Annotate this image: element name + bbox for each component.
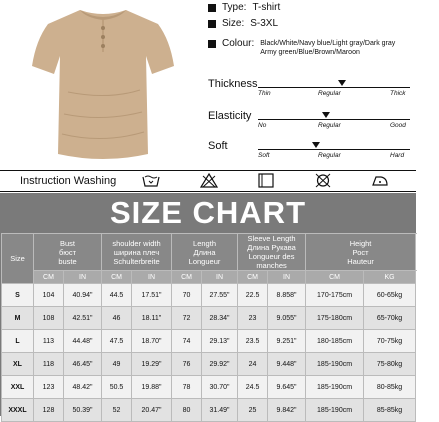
table-cell: 104 [34, 284, 64, 307]
table-cell: 25 [238, 399, 268, 422]
washing-instructions-bar [0, 170, 416, 192]
column-header-line: Length [193, 238, 216, 248]
table-cell: 31.49" [202, 399, 238, 422]
size-chart [0, 193, 439, 416]
table-cell: 18.70" [132, 330, 172, 353]
table-cell: 40.94" [64, 284, 102, 307]
scale-tick-label: Regular [318, 152, 341, 159]
table-cell: 72 [172, 307, 202, 330]
column-header-line: Рост [352, 247, 369, 257]
column-header-line: Sleeve Length [247, 234, 296, 243]
table-cell: 75-80kg [364, 353, 416, 376]
table-row [2, 284, 416, 307]
table-cell: 170-175cm [306, 284, 364, 307]
column-header [34, 234, 102, 271]
scale-label: Thickness [208, 78, 258, 90]
bullet-icon [208, 4, 216, 12]
no-bleach-icon [200, 173, 218, 188]
table-cell: 74 [172, 330, 202, 353]
scale-tick-label: Good [390, 122, 406, 129]
column-header-line: Schulterbreite [113, 256, 160, 266]
size-chart-title: SIZE CHART [110, 195, 306, 230]
size-cell: XXXL [2, 399, 34, 422]
unit-header: IN [132, 271, 172, 284]
unit-header: CM [102, 271, 132, 284]
table-cell: 44.5 [102, 284, 132, 307]
table-cell: 52 [102, 399, 132, 422]
table-cell: 113 [34, 330, 64, 353]
size-column-header: Size [2, 234, 34, 284]
column-header-line: Longueur des manches [248, 252, 295, 270]
table-cell: 23 [238, 307, 268, 330]
table-cell: 18.11" [132, 307, 172, 330]
column-header [238, 234, 306, 271]
column-header-line: Длина Рукава [247, 243, 296, 252]
unit-header: CM [172, 271, 202, 284]
bullet-icon [208, 40, 216, 48]
column-header-line: Длина [193, 247, 216, 257]
tumble-dry-icon [257, 173, 275, 188]
table-cell: 22.5 [238, 284, 268, 307]
table-cell: 9.055" [268, 307, 306, 330]
column-header-line: Bust [60, 238, 76, 248]
hand-wash-icon [142, 173, 160, 188]
scale-tick-label: Regular [318, 122, 341, 129]
table-cell: 70 [172, 284, 202, 307]
table-cell: 17.51" [132, 284, 172, 307]
scale-label: Soft [208, 140, 228, 152]
scale-tick-label: Hard [390, 152, 405, 159]
table-cell: 85-85kg [364, 399, 416, 422]
size-cell: S [2, 284, 34, 307]
table-cell: 46 [102, 307, 132, 330]
table-cell: 47.5 [102, 330, 132, 353]
size-cell: M [2, 307, 34, 330]
table-cell: 29.92" [202, 353, 238, 376]
column-header-line: Height [349, 238, 372, 248]
scale-line [258, 119, 410, 120]
table-cell: 108 [34, 307, 64, 330]
column-header-line: Longueur [188, 256, 221, 266]
unit-header: CM [34, 271, 64, 284]
table-cell: 27.55" [202, 284, 238, 307]
table-cell: 50.5 [102, 376, 132, 399]
iron-low-icon [371, 173, 389, 188]
column-header-line: бюст [58, 247, 77, 257]
unit-header: IN [202, 271, 238, 284]
unit-header: KG [364, 271, 416, 284]
table-cell: 9.842" [268, 399, 306, 422]
size-cell: L [2, 330, 34, 353]
table-row [2, 307, 416, 330]
scale-line [258, 149, 410, 150]
table-row [2, 353, 416, 376]
scale-tick-label: Thin [258, 90, 271, 97]
scale-marker-icon [312, 142, 320, 148]
table-cell: 9.645" [268, 376, 306, 399]
table-cell: 80 [172, 399, 202, 422]
scale-line [258, 87, 410, 88]
table-cell: 123 [34, 376, 64, 399]
table-cell: 9.251" [268, 330, 306, 353]
column-header-line: shoulder width [112, 238, 161, 248]
table-cell: 19.29" [132, 353, 172, 376]
unit-header: CM [306, 271, 364, 284]
table-cell: 70-75kg [364, 330, 416, 353]
scale-tick-label: Regular [318, 90, 341, 97]
column-header [172, 234, 238, 271]
table-cell: 44.48" [64, 330, 102, 353]
table-cell: 128 [34, 399, 64, 422]
column-header-line: ширина плеч [113, 247, 160, 257]
table-cell: 30.70" [202, 376, 238, 399]
unit-header: IN [268, 271, 306, 284]
table-cell: 78 [172, 376, 202, 399]
table-cell: 80-85kg [364, 376, 416, 399]
table-cell: 65-70kg [364, 307, 416, 330]
table-cell: 180-185cm [306, 330, 364, 353]
henley-tshirt-image [28, 4, 178, 166]
table-cell: 9.448" [268, 353, 306, 376]
table-cell: 24 [238, 353, 268, 376]
table-row [2, 376, 416, 399]
washing-label: Instruction Washing [20, 175, 117, 187]
column-header-line: Hauteur [347, 256, 374, 266]
table-cell: 185-190cm [306, 353, 364, 376]
table-cell: 118 [34, 353, 64, 376]
table-row [2, 330, 416, 353]
table-cell: 49 [102, 353, 132, 376]
spec-colour: Colour: Black/White/Navy blue/Light gray/Dark gray Army green/Blue/Brown/Maroon [208, 38, 395, 57]
unit-header: CM [238, 271, 268, 284]
scale-tick-label: Thick [390, 90, 406, 97]
scale-label: Elasticity [208, 110, 252, 122]
spec-type: Type: T-shirt [208, 2, 280, 13]
no-dry-clean-icon [314, 173, 332, 188]
scale-tick-label: No [258, 122, 267, 129]
size-cell: XL [2, 353, 34, 376]
spec-size: Size: S-3XL [208, 18, 278, 29]
colour-list-line1: Black/White/Navy blue/Light gray/Dark gray [260, 40, 396, 47]
unit-header: IN [64, 271, 102, 284]
table-cell: 76 [172, 353, 202, 376]
table-cell: 42.51" [64, 307, 102, 330]
table-cell: 20.47" [132, 399, 172, 422]
table-cell: 60-65kg [364, 284, 416, 307]
column-header [102, 234, 172, 271]
table-cell: 185-190cm [306, 376, 364, 399]
table-row [2, 399, 416, 422]
column-header [306, 234, 416, 271]
scale-marker-icon [322, 112, 330, 118]
colour-list-line2: Army green/Blue/Brown/Maroon [260, 49, 360, 56]
product-info-panel [0, 0, 416, 190]
table-cell: 19.88" [132, 376, 172, 399]
size-cell: XXL [2, 376, 34, 399]
table-cell: 185-190cm [306, 399, 364, 422]
table-cell: 46.45" [64, 353, 102, 376]
bullet-icon [208, 20, 216, 28]
table-cell: 175-180cm [306, 307, 364, 330]
table-cell: 24.5 [238, 376, 268, 399]
table-cell: 50.39" [64, 399, 102, 422]
size-table: Size Bust бюст buste shoulder width ширина плеч Schulterbreite Length Длина Longueur Sleeve Length Длина Рукава Longueur des manches Height Рост Hauteur Weight Масса Poids CM IN CM IN CM IN CM IN CM KG S 104 40.94" 44.5 17.51" 70 27.55" 22.5 8.858" 170-175cm 60-65kg M 108 42.51" 46 18.11" 72 28.34" 23 9.055" 175-180cm 65-70kg L 113 44.48" 47.5 18.70" 74 29.13" 23.5 9.251" 180-185cm 70-75kg XL 118 46.45" 49 19.29" 76 29.92" 24 9.448" 185-190cm 75-80kg XXL 123 48.42" 50.5 19.88" 78 30.70" 24.5 9.645" 185-190cm 80-85kg XXXL 128 50.39" 52 20.47" 80 31.49" 25 9.842" 185-190cm 85-85kg [1, 233, 416, 422]
table-cell: 8.858" [268, 284, 306, 307]
table-cell: 23.5 [238, 330, 268, 353]
table-cell: 48.42" [64, 376, 102, 399]
table-cell: 29.13" [202, 330, 238, 353]
scale-marker-icon [338, 80, 346, 86]
scale-tick-label: Soft [258, 152, 270, 159]
table-cell: 28.34" [202, 307, 238, 330]
column-header-line: buste [58, 256, 77, 266]
